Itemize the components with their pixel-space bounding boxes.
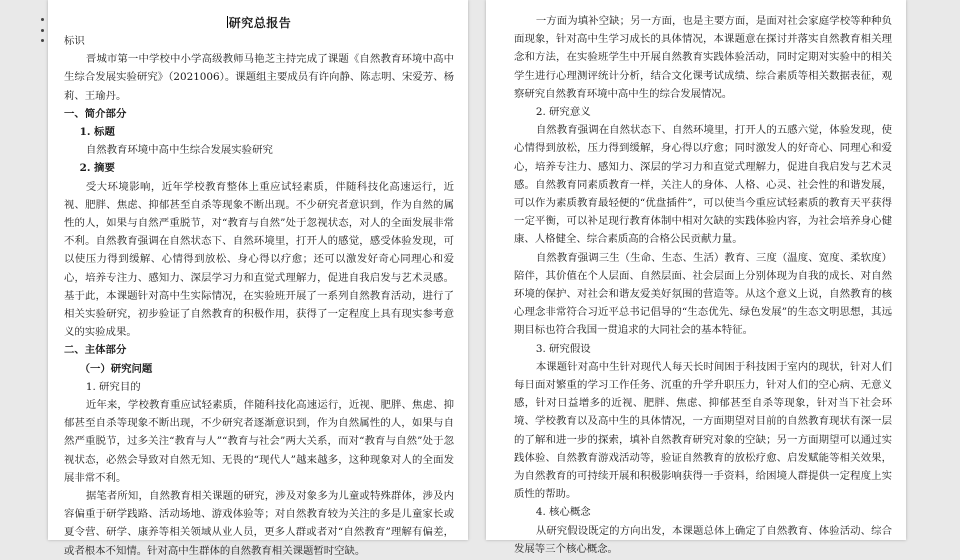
text-cursor xyxy=(227,16,228,28)
section-heading: 二、主体部分 xyxy=(64,344,127,357)
page-body xyxy=(64,32,454,560)
paragraph: 近年来，学校教育重应试轻素质，伴随科技化高速运行，近视、肥胖、焦虑、抑郁甚至自杀等现象不断出现，不少研究者逐渐意识到，作为自然属性的人，如果与自然严重脱节，过多关注“教育与人”“教育与社会”两大关系，而对“教育与自然”处于忽视状态，必然会导致对自然无知、无畏的“现代人”越来越多，这种现象对人的全面发展非常不利。 xyxy=(64,399,454,484)
section-heading: 2. 研究意义 xyxy=(535,106,591,119)
page-body xyxy=(514,12,892,558)
paragraph: 据笔者所知，自然教育相关课题的研究，涉及对象多为儿童或特殊群体，涉及内容偏重于研学践路、活动场地、游戏体验等；对自然教育较为关注的多是儿童家长或夏令营、研学、康养等相关领域从业人员，更多人群或者对“自然教育”理解有偏差，或者根本不知情。针对高中生群体的自然教育相关课题暂时空缺。 xyxy=(64,490,454,557)
paragraph: 自然教育环境中高中生综合发展实验研究 xyxy=(85,144,273,157)
paragraph: 自然教育强调在自然状态下、自然环境里，打开人的五感六觉，体验发现，使心情得到放松，压力得到缓解，身心得以疗愈；同时激发人的好奇心、同理心和爱心，培养专注力、感知力、深层的学习力和直觉式理解力，促进自我启发与艺术灵感。自然教育同素质教育一样，关注人的身体、人格、心灵、社会性的和谐发展，可以作为素质教育最轻便的“优盘插件”，可以使当今重应试轻素质的教育天平获得一定平衡，可以补足现行教育体制中相对欠缺的实践体验内容，为社会培养身心健康、人格健全、综合素质高的合格公民贡献力量。 xyxy=(514,124,892,246)
section-heading: 3. 研究假设 xyxy=(535,342,591,355)
paragraph: 本课题针对高中生针对现代人每天长时间困于科技困于室内的现状，针对人们每日面对繁重的学习工作任务、沉重的升学升职压力，针对人们的空心病、无意义感，针对日益增多的近视、肥胖、焦虑、抑郁甚至自杀等现象，针对当下社会环境、学校教育以及高中生的具体情况，一方面期望对目前的自然教育现状有深一层的了解和进一步的探索，填补自然教育研究对象的空缺；另一方面期望可以通过实践体验、自然教育游戏活动等，验证自然教育的放松疗愈、启发赋能等相关效果，为自然教育的可持续开展和积极影响获得一手资料，给困境人群提供一定程度上实质性的帮助。 xyxy=(514,360,892,501)
section-heading: 一、简介部分 xyxy=(64,107,127,120)
paragraph: 自然教育强调三生（生命、生态、生活）教育、三度（温度、宽度、柔软度）陪伴，其价值在个人层面、自然层面、社会层面上分别体现为自我的成长、对自然环境的保护、对社会和谐友爱美好氛围的营造等。从这个意义上说，自然教育的核心理念非常符合习近平总书记倡导的“生态优先、绿色发展”的生态文明思想，其远期目标也符合我国一贯追求的大同社会的基本特征。 xyxy=(514,251,892,337)
section-heading: （一）研究问题 xyxy=(79,362,153,375)
page-title: 研究总报告 xyxy=(228,16,292,30)
paragraph: 从研究假设既定的方向出发，本课题总体上确定了自然教育、体验活动、综合发展等三个核心概念。 xyxy=(514,524,892,555)
section-heading: 4. 核心概念 xyxy=(535,506,591,519)
document-page-left xyxy=(48,0,468,557)
section-heading: 1. 研究目的 xyxy=(85,380,141,393)
paragraph: 标识 xyxy=(64,35,85,47)
section-heading: 2. 摘要 xyxy=(79,162,115,175)
paragraph: 一方面为填补空缺；另一方面，也是主要方面，是面对社会家庭学校等种种负面现象，针对高中生学习成长的具体情况，本课题意在探讨并落实自然教育相关理念和方法，在实验班学生中开展自然教育实践体验活动，同时定期对实验中的相关学生进行心理测评统计分析，结合文化课考试成绩、综合素质等相关数据表征，观察研究自然教育环境中高中生的综合发展情况。 xyxy=(514,15,892,100)
more-options-icon[interactable] xyxy=(38,18,46,42)
document-page-right xyxy=(486,0,906,555)
paragraph: 受大环境影响，近年学校教育整体上重应试轻素质，伴随科技化高速运行，近视、肥胖、焦虑、抑郁甚至自杀等现象不断出现。不少研究者意识到，作为自然的属性的人，如果与自然严重脱节，对“教育与自然”处于忽视状态，对人的全面发展非常不利。自然教育强调在自然状态下、自然环境里，打开人的感觉，感受体验发现，可以使压力得到缓解、心情得到放松、身心得以疗愈；还可以激发好奇心同理心和爱心，培养专注力、感知力、深层学习力和直觉式理解力，促进自我启发与艺术灵感。基于此，本课题针对高中生实际情况，在实验班开展了一系列自然教育活动，进行了相关实验研究，初步验证了自然教育的积极作用，获得了一定程度上具有现实参考意义的实验成果。 xyxy=(64,180,454,339)
section-heading: 1. 标题 xyxy=(79,126,115,139)
paragraph: 晋城市第一中学校中小学高级教师马艳芝主持完成了课题《自然教育环境中高中生综合发展实验研究》（2021006）。课题组主要成员有许向静、陈志明、宋爱芳、杨莉、王瑜丹。 xyxy=(64,53,454,102)
